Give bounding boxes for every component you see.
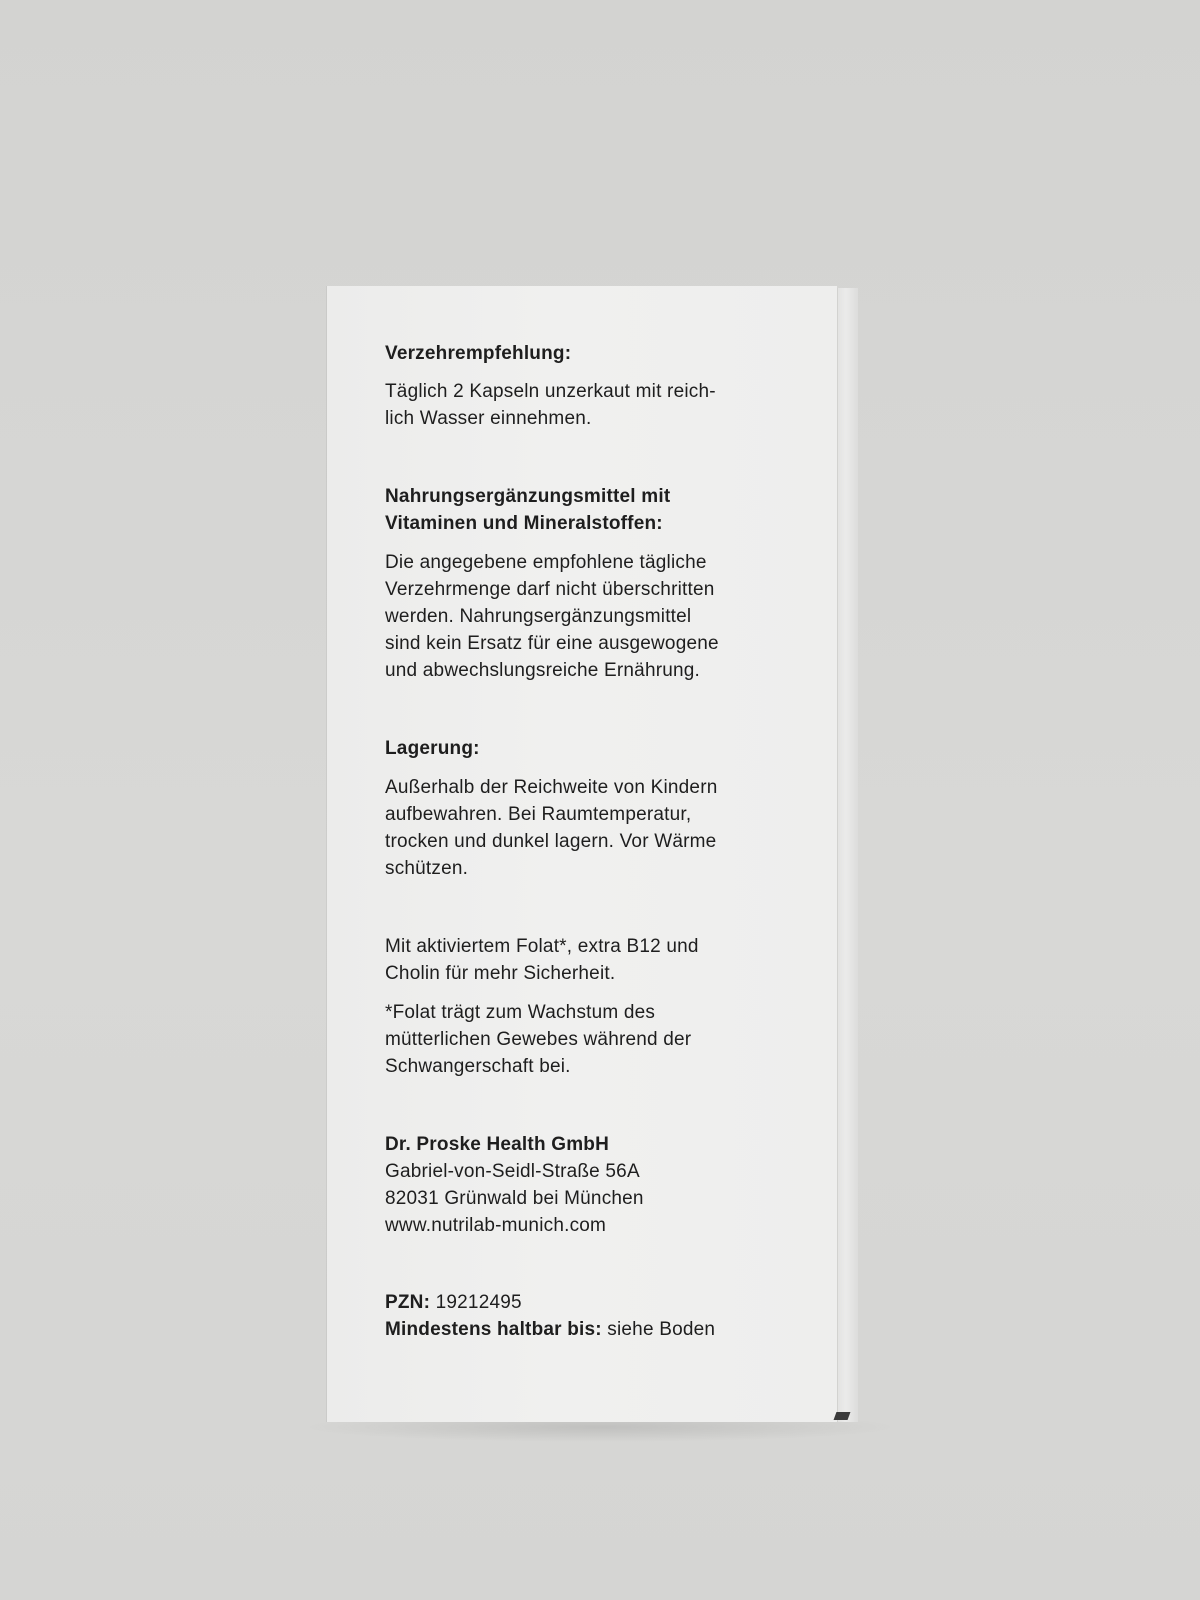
supplement-line: sind kein Ersatz für eine ausgewogene <box>385 633 719 654</box>
company-website: www.nutrilab-munich.com <box>385 1215 607 1236</box>
folate-footnote-line: Schwangerschaft bei. <box>385 1056 571 1077</box>
folate-line: Mit aktiviertem Folat*, extra B12 und <box>385 936 699 957</box>
company-street: Gabriel-von-Seidl-Straße 56A <box>385 1161 640 1182</box>
box-flap-mark <box>834 1412 851 1420</box>
supplement-heading: Nahrungsergänzungsmittel mit <box>385 486 671 507</box>
usage-heading: Verzehrempfehlung: <box>385 343 572 364</box>
supplement-line: werden. Nahrungsergänzungsmittel <box>385 606 692 627</box>
storage-line: Außerhalb der Reichweite von Kindern <box>385 777 718 798</box>
supplement-line: und abwechslungsreiche Ernährung. <box>385 660 701 681</box>
supplement-line: Verzehrmenge darf nicht überschritten <box>385 579 715 600</box>
company-name: Dr. Proske Health GmbH <box>385 1134 610 1155</box>
product-box <box>327 286 857 1422</box>
box-side-edge <box>837 288 858 1422</box>
usage-line: Täglich 2 Kapseln unzerkaut mit reich- <box>385 381 716 402</box>
supplement-heading: Vitaminen und Mineralstoffen: <box>385 513 663 534</box>
best-before-row <box>385 1316 715 1343</box>
folate-footnote-line: mütterlichen Gewebes während der <box>385 1029 692 1050</box>
best-before-value: siehe Boden <box>607 1319 716 1340</box>
usage-line: lich Wasser einnehmen. <box>385 408 592 429</box>
folate-line: Cholin für mehr Sicherheit. <box>385 963 616 984</box>
storage-line: aufbewahren. Bei Raumtemperatur, <box>385 804 692 825</box>
company-city: 82031 Grünwald bei München <box>385 1188 644 1209</box>
box-back-panel <box>327 286 837 1422</box>
pzn-value: 19212495 <box>435 1292 522 1313</box>
storage-heading: Lagerung: <box>385 738 480 759</box>
pzn-row <box>385 1289 522 1316</box>
storage-line: schützen. <box>385 858 469 879</box>
best-before-label: Mindestens haltbar bis: <box>385 1319 602 1340</box>
pzn-label: PZN: <box>385 1292 431 1313</box>
storage-line: trocken und dunkel lagern. Vor Wärme <box>385 831 717 852</box>
folate-footnote-line: *Folat trägt zum Wachstum des <box>385 1002 656 1023</box>
supplement-line: Die angegebene empfohlene tägliche <box>385 552 707 573</box>
